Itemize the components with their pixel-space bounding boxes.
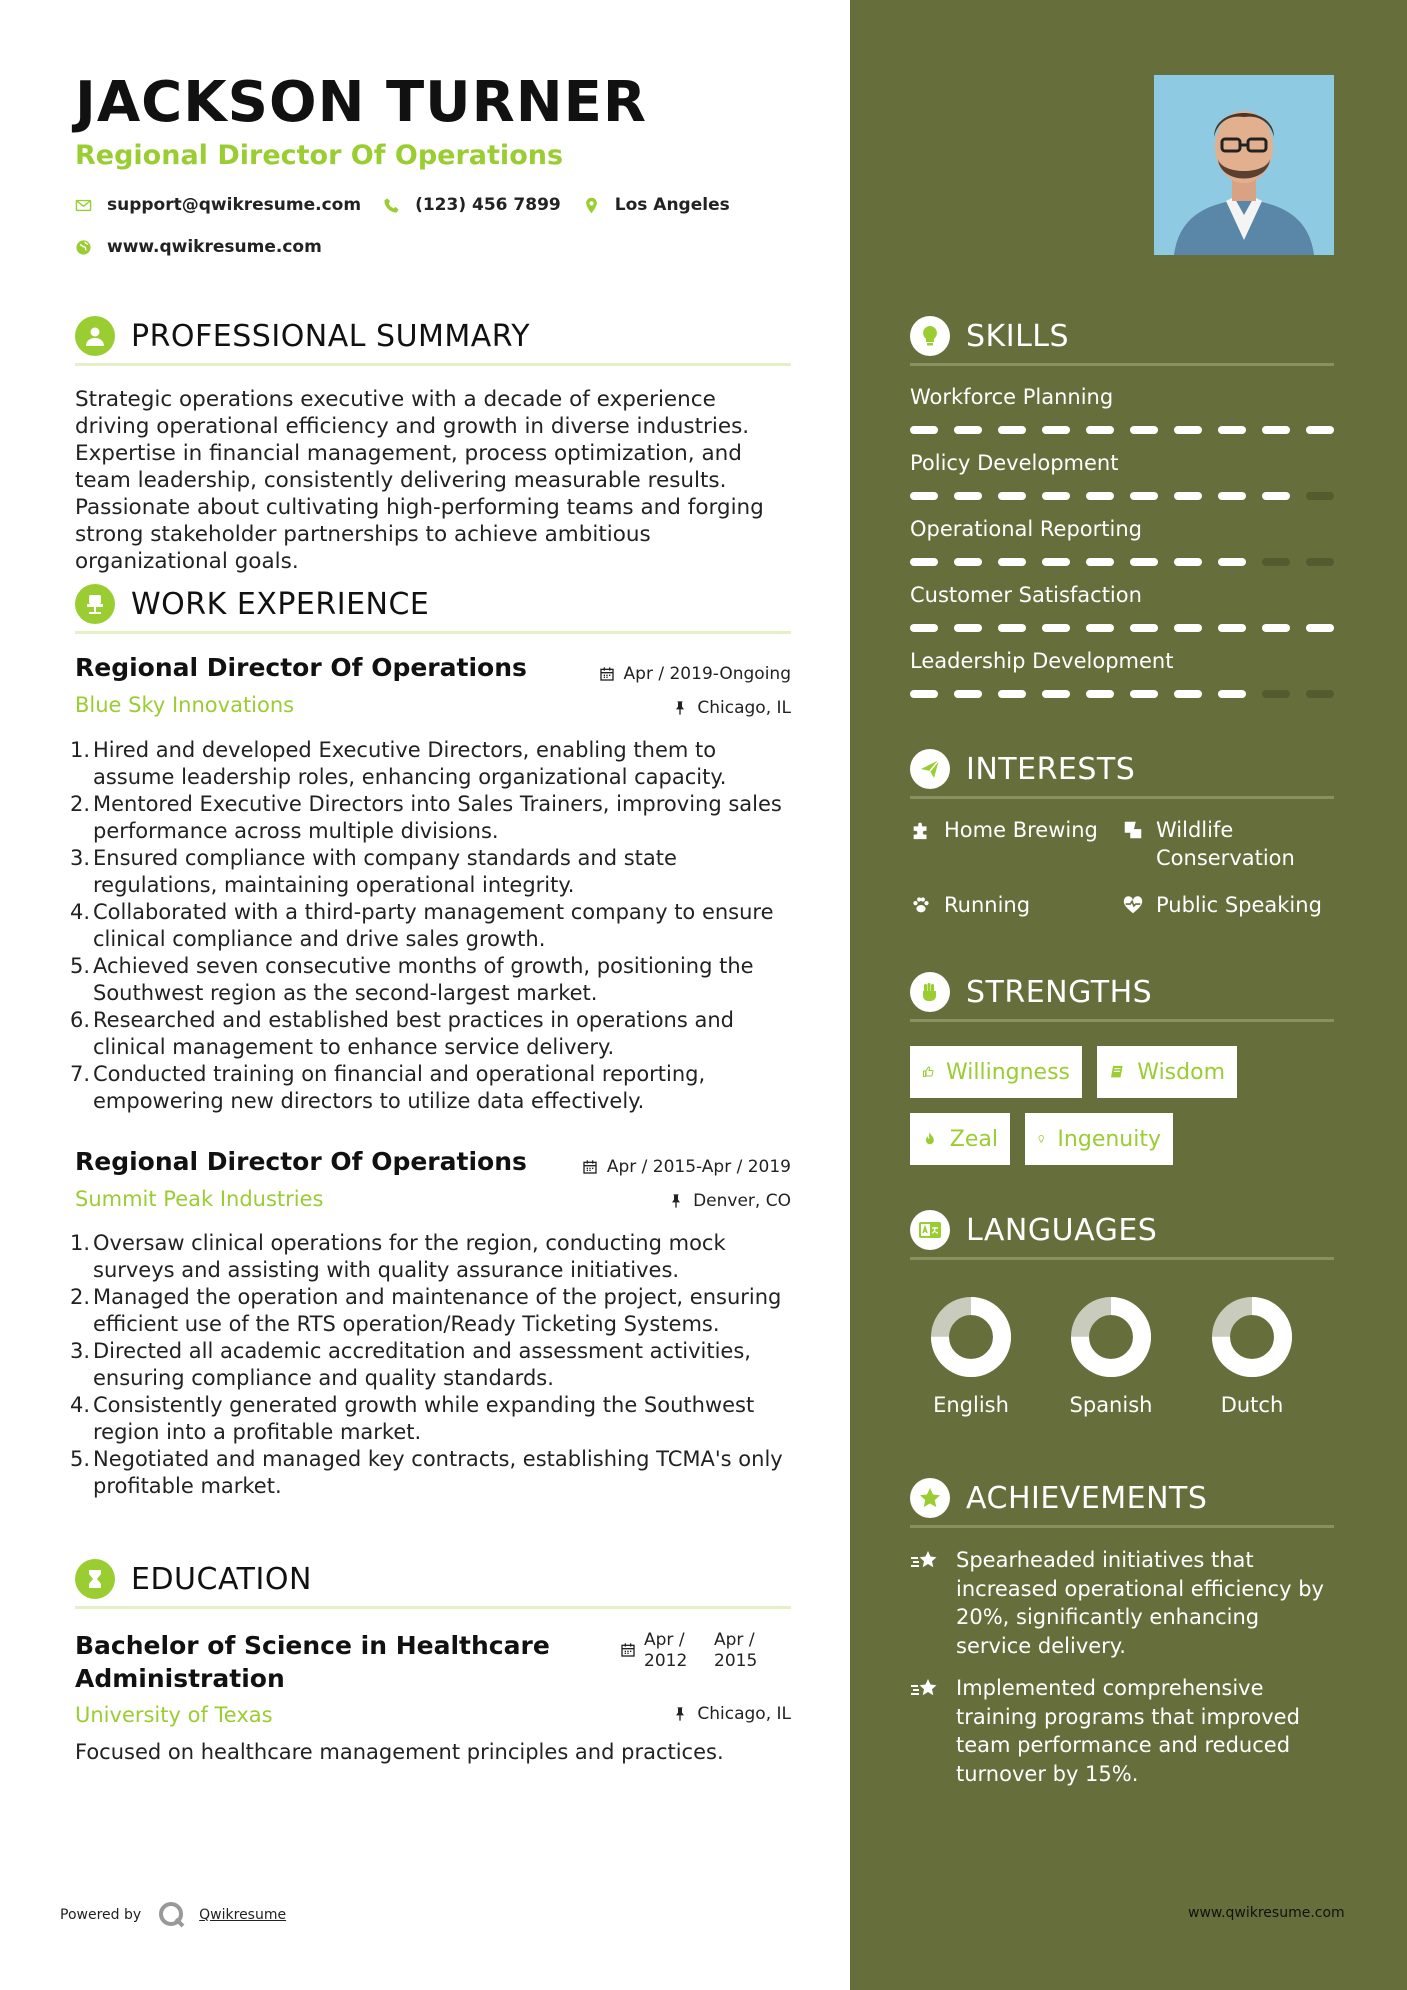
star-icon — [910, 1478, 950, 1518]
language-proficiency-ring — [1210, 1295, 1294, 1379]
education-location — [672, 1704, 791, 1724]
skill-level-dash — [910, 426, 938, 434]
skill-level-dash — [1218, 426, 1246, 434]
education-heading — [75, 1559, 312, 1599]
leaf-icon — [1122, 819, 1144, 841]
job-dates-text: Apr / 2015-Apr / 2019 — [606, 1157, 791, 1177]
language-proficiency-ring — [929, 1295, 1013, 1379]
list-item: 2. Mentored Executive Directors into Sales Trainers, improving sales performance across multiple divisions. — [70, 792, 782, 843]
divider — [910, 363, 1334, 366]
skill-level-dash — [954, 558, 982, 566]
office-chair-icon — [75, 584, 115, 624]
skill-level-dash — [910, 558, 938, 566]
divider — [910, 1019, 1334, 1022]
divider — [910, 1525, 1334, 1528]
book-icon — [1109, 1062, 1125, 1082]
experience-title: WORK EXPERIENCE — [131, 586, 430, 622]
candidate-name: JACKSON TURNER — [75, 70, 648, 135]
email-text: support@qwikresume.com — [107, 195, 362, 215]
job-title: Regional Director Of Operations — [75, 1147, 527, 1176]
school-name: University of Texas — [75, 1703, 273, 1727]
calendar-icon — [582, 1159, 598, 1175]
education-description: Focused on healthcare management principles and practices. — [75, 1740, 724, 1764]
skill-name: Policy Development — [910, 451, 1119, 475]
skill-level-dash — [1306, 558, 1334, 566]
skill-level-dash — [1306, 426, 1334, 434]
skill-level-dash — [1262, 492, 1290, 500]
powered-by — [60, 1900, 286, 1930]
skill-level-dash — [1174, 624, 1202, 632]
lightbulb-icon — [910, 316, 950, 356]
skill-level-dash — [1218, 690, 1246, 698]
puzzle-icon — [910, 819, 932, 841]
list-item: 1. Hired and developed Executive Directors, enabling them to assume leadership roles, enhancing organizational capacity. — [70, 738, 727, 789]
languages-title: LANGUAGES — [966, 1212, 1158, 1248]
shooting-star-icon — [910, 1549, 940, 1573]
summary-heading — [75, 316, 530, 356]
strength-tag — [1025, 1113, 1173, 1165]
achievements-title: ACHIEVEMENTS — [966, 1480, 1208, 1516]
job-location-text: Denver, CO — [693, 1191, 791, 1211]
skill-level-dash — [1262, 624, 1290, 632]
contact-website[interactable] — [75, 237, 322, 257]
skill-level-dash — [998, 426, 1026, 434]
skill-level-dash — [1174, 426, 1202, 434]
website-text: www.qwikresume.com — [107, 237, 322, 257]
achievement-text: Spearheaded initiatives that increased operational efficiency by 20%, significantly enhancing service delivery. — [956, 1548, 1324, 1658]
language-item — [921, 1295, 1021, 1417]
skill-level-dash — [1086, 492, 1114, 500]
education-end: Apr / 2015 — [714, 1630, 758, 1671]
interests-title: INTERESTS — [966, 751, 1136, 787]
skill-level-dash — [1174, 558, 1202, 566]
job-title: Regional Director Of Operations — [75, 653, 527, 682]
skill-level-dash — [1306, 690, 1334, 698]
calendar-icon — [599, 666, 615, 682]
degree-line: Administration — [75, 1664, 285, 1693]
fire-icon — [922, 1129, 938, 1149]
skill-level-bar — [910, 492, 1334, 500]
list-item: 5. Achieved seven consecutive months of growth, positioning the Southwest region as the second-largest market. — [70, 954, 754, 1005]
skill-level-dash — [998, 492, 1026, 500]
skill-level-dash — [1086, 426, 1114, 434]
languages-heading — [910, 1210, 1157, 1250]
graduation-icon — [75, 1559, 115, 1599]
job-dates — [599, 664, 791, 684]
lightbulb-outline-icon — [1037, 1129, 1045, 1149]
language-name: English — [933, 1393, 1009, 1417]
brand-link[interactable]: Qwikresume — [199, 1907, 287, 1923]
skill-level-dash — [1218, 492, 1246, 500]
company-name: Summit Peak Industries — [75, 1187, 324, 1211]
pushpin-icon — [668, 1193, 684, 1209]
interest-item — [1122, 816, 1322, 872]
pushpin-icon — [672, 1706, 688, 1722]
paw-icon — [910, 894, 932, 916]
pushpin-icon — [672, 700, 688, 716]
interest-label: Public Speaking — [1156, 893, 1322, 917]
skill-level-dash — [998, 624, 1026, 632]
list-item: 7. Conducted training on financial and operational reporting, empowering new directors to utilize data effectively. — [70, 1062, 706, 1113]
list-item: 3. Directed all academic accreditation and assessment activities, ensuring compliance and quality standards. — [70, 1339, 751, 1390]
divider — [75, 1606, 791, 1609]
interest-item — [910, 816, 1098, 844]
skill-level-dash — [998, 690, 1026, 698]
list-item: 4. Consistently generated growth while expanding the Southwest region into a profitable market. — [70, 1393, 755, 1444]
skill-level-dash — [954, 624, 982, 632]
language-proficiency-ring — [1069, 1295, 1153, 1379]
strengths-title: STRENGTHS — [966, 974, 1153, 1010]
skill-name: Customer Satisfaction — [910, 583, 1142, 607]
interest-item — [1122, 891, 1322, 919]
paper-plane-icon — [910, 749, 950, 789]
job-dates-text: Apr / 2019-Ongoing — [623, 664, 791, 684]
globe-icon — [75, 239, 92, 256]
skill-level-dash — [1174, 690, 1202, 698]
skill-level-dash — [1218, 558, 1246, 566]
skill-level-bar — [910, 426, 1334, 434]
summary-title: PROFESSIONAL SUMMARY — [131, 318, 531, 354]
summary-text: Strategic operations executive with a decade of experience driving operational efficiency and growth in diverse industries. Expertise in financial management, process optimization, and team leadership, consistently delivering measurable results. Passionate about cultivating high-performing teams and forging strong stakeholder partnerships to achieve ambitious organizational goals. — [75, 387, 764, 574]
list-item: 6. Researched and established best practices in operations and clinical management to enhance service delivery. — [70, 1008, 734, 1059]
education-dates — [620, 1630, 784, 1672]
skill-level-dash — [1086, 690, 1114, 698]
list-item: 2. Managed the operation and maintenance of the project, ensuring efficient use of the RTS operation/Ready Ticketing Systems. — [70, 1285, 782, 1336]
skill-level-dash — [998, 558, 1026, 566]
skill-level-dash — [1086, 558, 1114, 566]
strength-tag — [1097, 1046, 1237, 1098]
job-location — [672, 698, 791, 718]
strength-label: Ingenuity — [1057, 1126, 1161, 1152]
strength-tag — [910, 1113, 1010, 1165]
powered-by-text: Powered by — [60, 1907, 142, 1923]
strength-tag — [910, 1046, 1082, 1098]
list-item: 3. Ensured compliance with company standards and state regulations, maintaining operational integrity. — [70, 846, 677, 897]
language-name: Spanish — [1069, 1393, 1153, 1417]
skill-level-dash — [1130, 426, 1158, 434]
achievement-item — [910, 1546, 1340, 1660]
achievement-text: Implemented comprehensive training programs that improved team performance and reduced turnover by 15%. — [956, 1676, 1300, 1786]
education-start: Apr / 2012 — [644, 1630, 688, 1671]
candidate-title: Regional Director Of Operations — [75, 140, 564, 171]
skill-level-dash — [1086, 624, 1114, 632]
skill-level-dash — [910, 690, 938, 698]
skills-title: SKILLS — [966, 318, 1070, 354]
language-item — [1202, 1295, 1302, 1417]
divider — [75, 363, 791, 366]
job-bullets — [70, 1230, 795, 1500]
interest-item — [910, 891, 1030, 919]
divider — [910, 796, 1334, 799]
skill-level-dash — [954, 690, 982, 698]
skill-name: Operational Reporting — [910, 517, 1142, 541]
skill-level-dash — [1218, 624, 1246, 632]
interests-heading — [910, 749, 1135, 789]
sidebar — [850, 0, 1407, 1990]
footer-website[interactable]: www.qwikresume.com — [1188, 1905, 1345, 1921]
strengths-heading — [910, 972, 1152, 1012]
list-item: 4. Collaborated with a third-party management company to ensure clinical compliance and drive sales growth. — [70, 900, 774, 951]
skill-level-dash — [954, 426, 982, 434]
skill-level-dash — [954, 492, 982, 500]
contact-row — [75, 195, 752, 215]
degree-line: Bachelor of Science in Healthcare — [75, 1631, 550, 1660]
interest-label: Running — [944, 893, 1031, 917]
degree-title — [75, 1629, 550, 1695]
skills-heading — [910, 316, 1069, 356]
skill-level-dash — [1042, 426, 1070, 434]
skill-level-dash — [1130, 492, 1158, 500]
skill-level-dash — [1130, 624, 1158, 632]
skill-name: Workforce Planning — [910, 385, 1114, 409]
skill-level-dash — [1042, 492, 1070, 500]
user-icon — [75, 316, 115, 356]
job-bullets — [70, 737, 795, 1115]
job-dates — [582, 1157, 791, 1177]
profile-photo — [1154, 75, 1334, 255]
skill-level-dash — [1306, 492, 1334, 500]
strength-label: Zeal — [949, 1126, 998, 1152]
list-item: 5. Negotiated and managed key contracts, establishing TCMA's only profitable market. — [70, 1447, 783, 1498]
strength-label: Willingness — [945, 1059, 1070, 1085]
strength-label: Wisdom — [1137, 1059, 1225, 1085]
skill-level-dash — [1042, 558, 1070, 566]
skill-level-dash — [1042, 624, 1070, 632]
language-item — [1061, 1295, 1161, 1417]
skill-level-dash — [1262, 690, 1290, 698]
achievements-heading — [910, 1478, 1207, 1518]
fist-icon — [910, 972, 950, 1012]
language-icon — [910, 1210, 950, 1250]
shooting-star-icon — [910, 1677, 940, 1701]
heartbeat-icon — [1122, 894, 1144, 916]
divider — [910, 1257, 1334, 1260]
envelope-icon — [75, 197, 92, 214]
qwikresume-logo-icon — [157, 1900, 187, 1930]
location-text: Los Angeles — [614, 195, 730, 215]
skill-level-dash — [1306, 624, 1334, 632]
list-item: 1. Oversaw clinical operations for the region, conducting mock surveys and assisting with quality assurance initiatives. — [70, 1231, 726, 1282]
skill-level-bar — [910, 690, 1334, 698]
skill-level-dash — [910, 492, 938, 500]
skill-level-dash — [1130, 558, 1158, 566]
divider — [75, 631, 791, 634]
contact-email[interactable] — [75, 195, 361, 215]
interest-label: Home Brewing — [944, 818, 1098, 842]
experience-heading — [75, 584, 429, 624]
company-name: Blue Sky Innovations — [75, 693, 295, 717]
job-location — [668, 1191, 791, 1211]
skill-level-dash — [1262, 558, 1290, 566]
skill-level-dash — [1130, 690, 1158, 698]
skill-level-bar — [910, 624, 1334, 632]
skill-level-dash — [1262, 426, 1290, 434]
calendar-icon — [620, 1642, 636, 1658]
map-pin-icon — [583, 197, 600, 214]
education-location-text: Chicago, IL — [697, 1704, 791, 1724]
phone-icon — [383, 197, 400, 214]
skill-level-dash — [1042, 690, 1070, 698]
skill-level-dash — [910, 624, 938, 632]
education-title: EDUCATION — [131, 1561, 312, 1597]
job-location-text: Chicago, IL — [697, 698, 791, 718]
phone-text: (123) 456 7899 — [415, 195, 561, 215]
skill-level-bar — [910, 558, 1334, 566]
skill-level-dash — [1174, 492, 1202, 500]
contact-location — [583, 195, 730, 215]
skill-name: Leadership Development — [910, 649, 1174, 673]
achievement-item — [910, 1674, 1340, 1788]
language-name: Dutch — [1220, 1393, 1284, 1417]
contact-phone[interactable] — [383, 195, 561, 215]
thumbs-up-icon — [922, 1062, 934, 1082]
interest-label: Wildlife Conservation — [1156, 818, 1295, 870]
